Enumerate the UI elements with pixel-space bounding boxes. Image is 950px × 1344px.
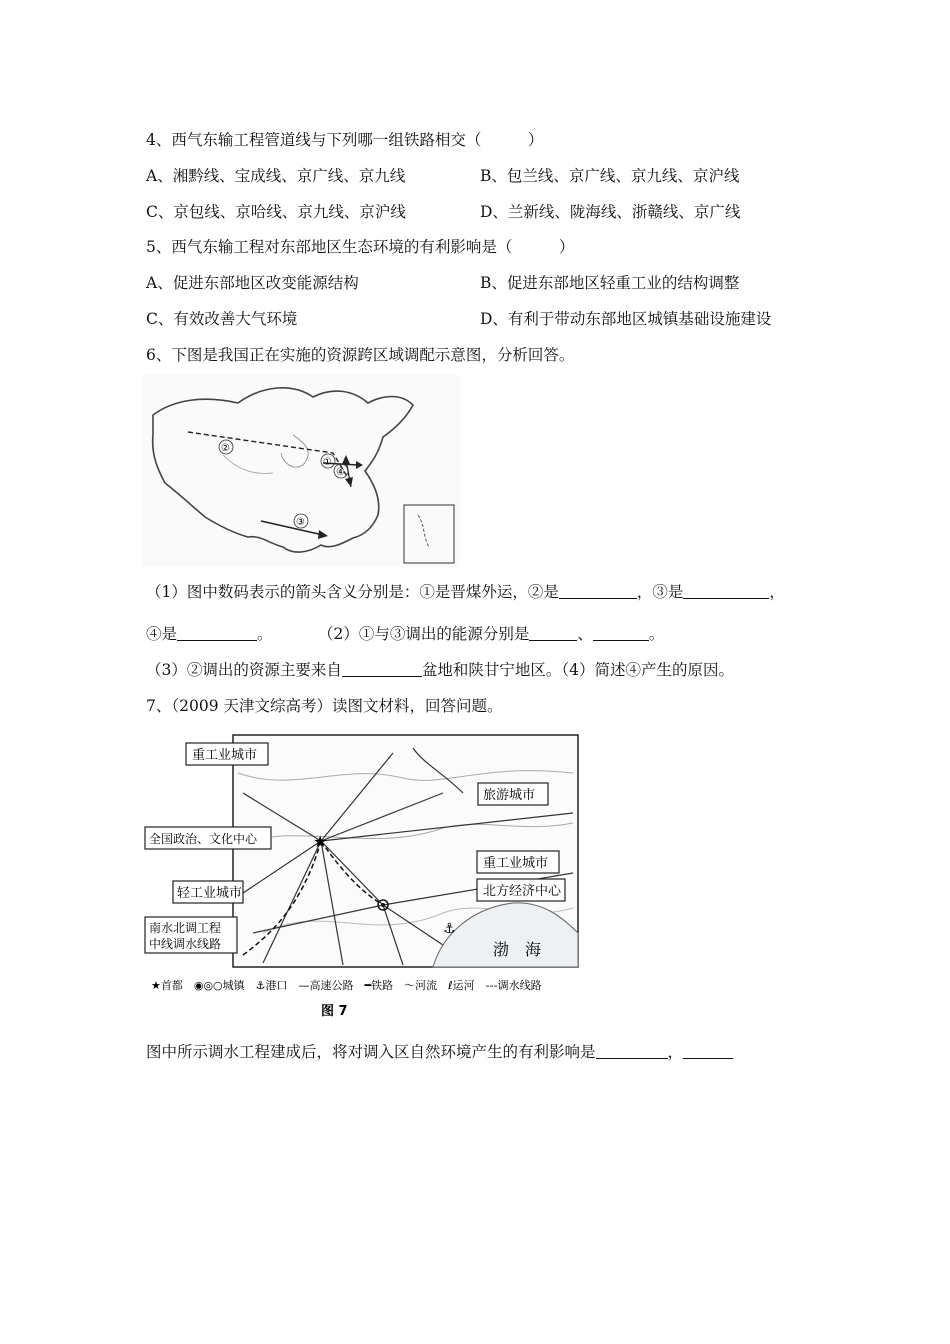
label-heavy-industry-2: 重工业城市 — [483, 856, 549, 871]
q4-option-c: C、京包线、京哈线、京九线、京沪线 — [146, 203, 406, 221]
china-resource-map — [143, 375, 460, 567]
map-label-2: ② — [221, 443, 230, 454]
answer-blank-3[interactable] — [683, 597, 769, 599]
answer-blank-2[interactable] — [559, 597, 637, 599]
label-heavy-industry-1: 重工业城市 — [192, 748, 258, 763]
answer-blank-energy-3[interactable] — [593, 639, 649, 641]
answer-blank-effect-1[interactable] — [596, 1057, 668, 1059]
q7-text-a: 图中所示调水工程建成后，将对调入区自然环境产生的有利影响是 — [146, 1043, 596, 1061]
q7-question — [146, 1040, 733, 1062]
q6-sub1-cont — [146, 622, 273, 644]
q6-sub3-text-b: 盆地和陕甘宁地区。（4）简述④产生的原因。 — [421, 661, 734, 679]
answer-blank-effect-2[interactable] — [683, 1057, 733, 1059]
q6-sub1-text-e: 。 — [257, 625, 273, 643]
q4-option-d: D、兰新线、陇海线、浙赣线、京广线 — [480, 203, 741, 221]
q6-sub2-text-a: （2）①与③调出的能源分别是 — [318, 625, 530, 643]
q5-stem: 5、西气东输工程对东部地区生态环境的有利影响是（ ） — [146, 238, 575, 256]
q4-stem: 4、西气东输工程管道线与下列哪一组铁路相交（ ） — [146, 131, 544, 149]
q6-sub3 — [146, 658, 734, 680]
q7-text-b: ， — [667, 1043, 684, 1061]
q7-stem: 7、（2009 天津文综高考）读图文材料，回答问题。 — [146, 697, 503, 715]
label-nsw-2: 中线调水线路 — [149, 937, 222, 951]
map-label-3: ③ — [296, 517, 305, 528]
answer-blank-4[interactable] — [177, 639, 257, 641]
map-legend: ★首都 ◉◎○城镇 ⚓港口 —高速公路 ━铁路 ～河流 ℓ运河 ---调水线路 — [151, 979, 542, 992]
q5-option-d: D、有利于带动东部地区城镇基础设施建设 — [480, 310, 772, 328]
q6-sub2-text-b: 、 — [577, 625, 593, 643]
capital-star-icon: ★ — [313, 832, 328, 851]
label-tourism: 旅游城市 — [483, 788, 536, 803]
q6-sub1 — [146, 580, 785, 602]
q5-option-b: B、促进东部地区轻重工业的结构调整 — [480, 274, 740, 292]
label-north-economic: 北方经济中心 — [483, 884, 562, 899]
q6-sub1-text-b: ，③是 — [636, 583, 684, 601]
port-icon: ⚓ — [443, 921, 456, 937]
q4-option-b: B、包兰线、京广线、京九线、京沪线 — [480, 167, 740, 185]
q6-sub3-text-a: （3）②调出的资源主要来自 — [146, 661, 342, 679]
beijing-tianjin-map — [143, 733, 583, 1023]
answer-blank-basin[interactable] — [342, 675, 422, 677]
figure-caption: 图 7 — [321, 1004, 348, 1019]
q5-option-a: A、促进东部地区改变能源结构 — [146, 274, 359, 292]
label-capital: 全国政治、文化中心 — [149, 832, 258, 846]
q6-sub1-text-a: （1）图中数码表示的箭头含义分别是：①是晋煤外运，②是 — [146, 583, 559, 601]
q4-option-a: A、湘黔线、宝成线、京广线、京九线 — [146, 167, 406, 185]
label-light-industry: 轻工业城市 — [177, 886, 243, 901]
label-nsw-1: 南水北调工程 — [149, 921, 222, 935]
q6-sub2-text-c: 。 — [648, 625, 665, 643]
q6-sub1-text-c: ， — [769, 583, 785, 601]
bohai-label: 渤 海 — [493, 940, 542, 959]
q6-stem: 6、下图是我国正在实施的资源跨区域调配示意图，分析回答。 — [146, 346, 575, 364]
q5-option-c: C、有效改善大气环境 — [146, 310, 298, 328]
answer-blank-energy-1[interactable] — [529, 639, 577, 641]
q6-sub2 — [318, 622, 664, 644]
map-label-1: ① — [323, 457, 332, 468]
q6-sub1-text-d: ④是 — [146, 625, 178, 643]
map-label-4: ④ — [336, 467, 345, 478]
